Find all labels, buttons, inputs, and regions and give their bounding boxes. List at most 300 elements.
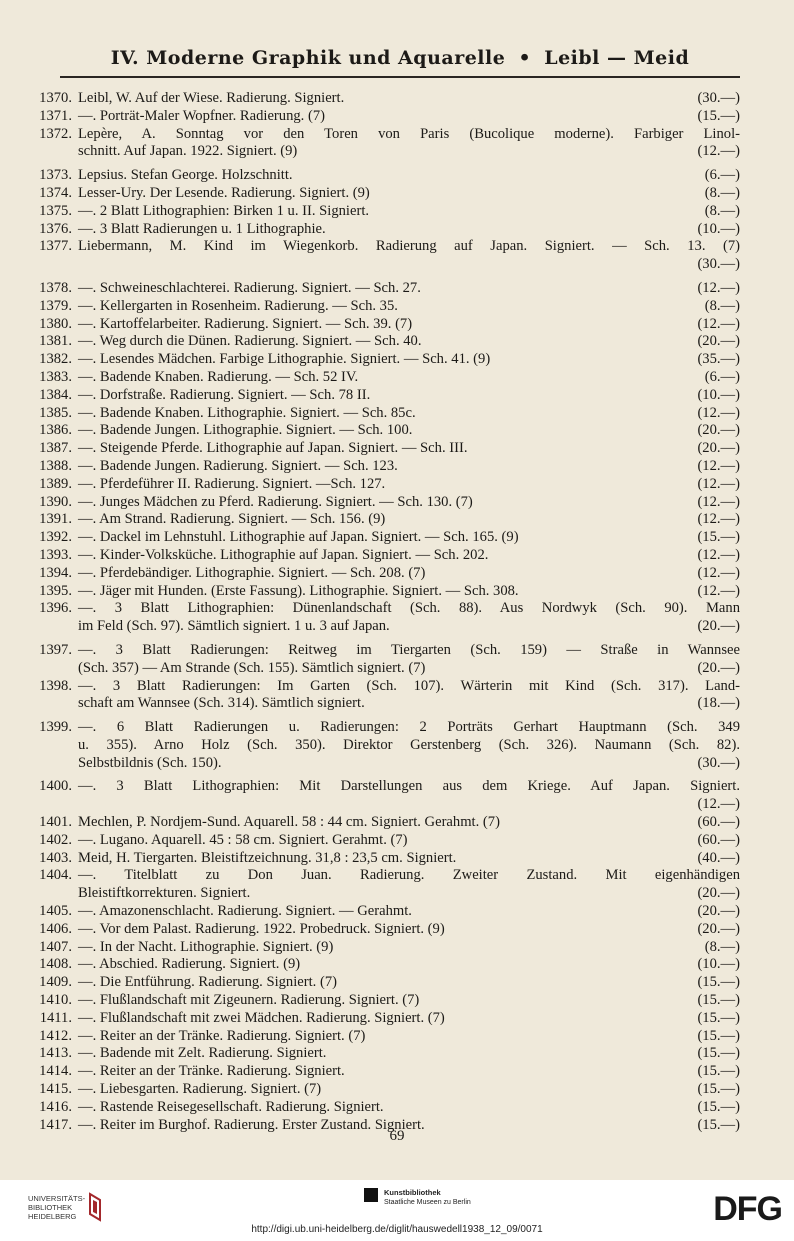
entry-price: (8.—) xyxy=(704,297,740,314)
catalog-entry xyxy=(20,185,740,203)
entry-price: (40.—) xyxy=(697,849,740,866)
entry-price: (12.—) xyxy=(697,457,740,474)
header-bullet: • xyxy=(518,47,532,69)
entry-text: Selbstbildnis (Sch. 150). xyxy=(78,754,222,771)
entry-line xyxy=(78,511,740,529)
entry-price: (60.—) xyxy=(697,814,740,831)
entry-body xyxy=(78,921,740,939)
catalog-entry xyxy=(20,511,740,529)
header-names: Leibl — Meid xyxy=(544,47,690,69)
entry-number: 1378. xyxy=(39,279,72,296)
entry-text: —. Abschied. Radierung. Signiert. (9) xyxy=(78,956,301,973)
entry-number: 1414. xyxy=(39,1063,72,1080)
entry-number: 1409. xyxy=(39,974,72,991)
entry-price: (15.—) xyxy=(697,1027,740,1044)
entry-body xyxy=(78,1099,740,1117)
catalog-entry xyxy=(20,1045,740,1063)
entry-price: (10.—) xyxy=(697,956,740,973)
kunstbibliothek-text xyxy=(384,1188,471,1207)
entry-body xyxy=(78,316,740,334)
entry-body xyxy=(78,529,740,547)
entry-price: (60.—) xyxy=(697,831,740,848)
catalog-entry xyxy=(20,600,740,636)
entry-body xyxy=(78,1081,740,1099)
entry-body xyxy=(78,565,740,583)
catalog-entry xyxy=(20,992,740,1010)
entry-line xyxy=(78,1099,740,1117)
entry-number: 1382. xyxy=(39,351,72,368)
entry-text: —. Jäger mit Hunden. (Erste Fassung). Lithographie. Signiert. — Sch. 308. xyxy=(78,582,519,599)
entry-text: —. 2 Blatt Lithographien: Birken 1 u. II. Signiert. xyxy=(78,202,370,219)
entry-line xyxy=(78,921,740,939)
entry-line xyxy=(78,351,740,369)
dfg-logo[interactable]: DFG xyxy=(713,1190,782,1228)
entry-body xyxy=(78,903,740,921)
entry-price: (30.—) xyxy=(697,256,740,273)
catalog-entry xyxy=(20,867,740,903)
header-section: IV. Moderne Graphik und Aquarelle xyxy=(110,47,506,69)
entry-text: —. Porträt-Maler Wopfner. Radierung. (7) xyxy=(78,107,325,124)
catalog-entry xyxy=(20,1099,740,1117)
catalog-entry xyxy=(20,583,740,601)
uni-line-2: BIBLIOTHEK xyxy=(28,1202,73,1212)
entry-price: (8.—) xyxy=(704,938,740,955)
catalog-entry xyxy=(20,298,740,316)
entry-text: —. Junges Mädchen zu Pferd. Radierung. Signiert. — Sch. 130. (7) xyxy=(78,493,473,510)
entry-number: 1388. xyxy=(39,457,72,474)
entry-text: —. 3 Blatt Radierungen u. 1 Lithographie. xyxy=(78,220,326,237)
catalog-entry xyxy=(20,1081,740,1099)
page-number: 69 xyxy=(389,1128,405,1144)
entry-price: (15.—) xyxy=(697,1045,740,1062)
entry-body xyxy=(78,867,740,903)
catalog-entry xyxy=(20,422,740,440)
entry-text: —. Lesendes Mädchen. Farbige Lithographie. Signiert. — Sch. 41. (9) xyxy=(78,351,491,368)
entry-number: 1410. xyxy=(39,992,72,1009)
entry-price: (12.—) xyxy=(697,582,740,599)
entry-number: 1397. xyxy=(39,641,72,658)
catalog-entry xyxy=(20,642,740,678)
entry-text: Meid, H. Tiergarten. Bleistiftzeichnung. 31,8 : 23,5 cm. Signiert. xyxy=(78,849,457,866)
catalog-entry xyxy=(20,565,740,583)
entry-price: (20.—) xyxy=(697,618,740,635)
catalog-entry xyxy=(20,494,740,512)
entry-number: 1377. xyxy=(39,238,72,255)
entry-body xyxy=(78,280,740,298)
entry-body xyxy=(78,238,740,274)
entry-number: 1401. xyxy=(39,814,72,831)
entry-body xyxy=(78,678,740,714)
entry-text: —. Badende mit Zelt. Radierung. Signiert. xyxy=(78,1045,327,1062)
entry-line xyxy=(78,974,740,992)
entry-price: (12.—) xyxy=(697,796,740,813)
catalog-entry xyxy=(20,850,740,868)
entry-price: (15.—) xyxy=(697,974,740,991)
catalog-entry xyxy=(20,476,740,494)
entry-number: 1374. xyxy=(39,184,72,201)
catalog-entry xyxy=(20,203,740,221)
entry-number: 1389. xyxy=(39,475,72,492)
entry-body xyxy=(78,126,740,162)
entry-price: (10.—) xyxy=(697,386,740,403)
entry-number: 1370. xyxy=(39,90,72,106)
entry-line xyxy=(78,167,740,185)
entry-body xyxy=(78,108,740,126)
catalog-entry xyxy=(20,108,740,126)
entry-line xyxy=(78,583,740,601)
entry-price: (8.—) xyxy=(704,202,740,219)
kunstbibliothek-title: Kunstbibliothek xyxy=(384,1188,441,1197)
entry-text: Lepère, A. Sonntag vor den Toren von Paris (Bucolique moderne). Farbiger Linol- xyxy=(78,125,740,142)
entry-number: 1399. xyxy=(39,719,72,736)
entry-price: (12.—) xyxy=(697,564,740,581)
entry-line xyxy=(78,1028,740,1046)
entry-text: schaft am Wannsee (Sch. 314). Sämtlich signiert. xyxy=(78,695,365,712)
entry-line xyxy=(78,143,740,161)
entry-number: 1371. xyxy=(39,107,72,124)
footer xyxy=(0,1180,794,1241)
entry-text: —. 3 Blatt Radierungen: Reitweg im Tiergarten (Sch. 159) — Straße in Wannsee xyxy=(78,641,740,658)
entry-text: Mechlen, P. Nordjem-Sund. Aquarell. 58 : 44 cm. Signiert. Gerahmt. (7) xyxy=(78,814,500,831)
entry-text: —. Kartoffelarbeiter. Radierung. Signiert. — Sch. 39. (7) xyxy=(78,315,413,332)
entry-price: (12.—) xyxy=(697,511,740,528)
catalog-entry xyxy=(20,678,740,714)
entry-text: Lesser-Ury. Der Lesende. Radierung. Signiert. (9) xyxy=(78,184,370,201)
entry-price: (8.—) xyxy=(704,184,740,201)
kunstbibliothek-logo[interactable] xyxy=(364,1188,471,1207)
entry-text: —. Pferdebändiger. Lithographie. Signiert. — Sch. 208. (7) xyxy=(78,564,426,581)
entry-number: 1400. xyxy=(39,778,72,795)
entry-number: 1406. xyxy=(39,920,72,937)
entry-line xyxy=(78,565,740,583)
entry-price: (15.—) xyxy=(697,1116,740,1133)
uni-line-1: UNIVERSITÄTS- xyxy=(28,1193,86,1203)
entry-price: (20.—) xyxy=(697,333,740,350)
catalog-entry xyxy=(20,351,740,369)
entry-number: 1395. xyxy=(39,582,72,599)
entry-body xyxy=(78,333,740,351)
entry-price: (10.—) xyxy=(697,220,740,237)
kunstbibliothek-icon xyxy=(364,1188,378,1202)
entry-number: 1387. xyxy=(39,440,72,457)
entry-text: —. Rastende Reisegesellschaft. Radierung. Signiert. xyxy=(78,1098,384,1115)
catalog-entry xyxy=(20,238,740,274)
entry-body xyxy=(78,583,740,601)
entry-line xyxy=(78,108,740,126)
entry-text: —. Vor dem Palast. Radierung. 1922. Probedruck. Signiert. (9) xyxy=(78,920,445,937)
entry-text: —. Titelblatt zu Don Juan. Radierung. Zweiter Zustand. Mit eigenhändigen xyxy=(78,867,740,884)
entry-number: 1373. xyxy=(39,167,72,184)
entry-number: 1415. xyxy=(39,1081,72,1098)
entry-price: (12.—) xyxy=(697,279,740,296)
entry-line xyxy=(78,796,740,814)
entry-price: (20.—) xyxy=(697,885,740,902)
uni-line-3: HEIDELBERG xyxy=(28,1211,77,1221)
entry-text: —. 6 Blatt Radierungen u. Radierungen: 2 Porträts Gerhart Hauptmann (Sch. 349 xyxy=(78,719,740,736)
kunstbibliothek-subtitle: Staatliche Museen zu Berlin xyxy=(384,1199,471,1206)
entry-body xyxy=(78,600,740,636)
entry-price: (15.—) xyxy=(697,1063,740,1080)
entry-text: —. Kinder-Volksküche. Lithographie auf Japan. Signiert. — Sch. 202. xyxy=(78,546,489,563)
entry-text: —. Badende Knaben. Radierung. — Sch. 52 IV. xyxy=(78,368,359,385)
entry-line xyxy=(78,458,740,476)
entry-body xyxy=(78,1063,740,1081)
entry-line xyxy=(78,333,740,351)
entry-line xyxy=(78,992,740,1010)
entry-line xyxy=(78,885,740,903)
entry-line xyxy=(78,547,740,565)
catalog-entry xyxy=(20,778,740,814)
entry-text: —. Badende Knaben. Lithographie. Signiert. — Sch. 85c. xyxy=(78,404,416,421)
entry-number: 1405. xyxy=(39,903,72,920)
catalog-entry xyxy=(20,529,740,547)
entry-body xyxy=(78,939,740,957)
entry-price: (35.—) xyxy=(697,351,740,368)
entry-line xyxy=(78,660,740,678)
entry-text: —. Steigende Pferde. Lithographie auf Japan. Signiert. — Sch. III. xyxy=(78,440,468,457)
entry-text: —. Weg durch die Dünen. Radierung. Signiert. — Sch. 40. xyxy=(78,333,422,350)
entry-text: —. Die Entführung. Radierung. Signiert. (7) xyxy=(78,974,337,991)
entry-text: —. Flußlandschaft mit zwei Mädchen. Radierung. Signiert. (7) xyxy=(78,1009,445,1026)
entry-line xyxy=(78,280,740,298)
entry-text: u. 355). Arno Holz (Sch. 350). Direktor Gerstenberg (Sch. 326). Naumann (Sch. 82). xyxy=(78,736,740,753)
entry-body xyxy=(78,1045,740,1063)
entry-line xyxy=(78,298,740,316)
catalog-entry xyxy=(20,405,740,423)
entry-body xyxy=(78,642,740,678)
entry-text: —. Kellergarten in Rosenheim. Radierung. — Sch. 35. xyxy=(78,297,398,314)
catalog-entry xyxy=(20,280,740,298)
entry-line xyxy=(78,476,740,494)
entry-line xyxy=(78,814,740,832)
entry-body xyxy=(78,458,740,476)
entry-line xyxy=(78,256,740,274)
entry-number: 1416. xyxy=(39,1098,72,1115)
entry-number: 1379. xyxy=(39,297,72,314)
entry-price: (12.—) xyxy=(697,315,740,332)
catalog-entry xyxy=(20,974,740,992)
entry-price: (20.—) xyxy=(697,440,740,457)
entry-number: 1411. xyxy=(39,1009,72,1026)
entry-body xyxy=(78,832,740,850)
entry-body xyxy=(78,992,740,1010)
entry-body xyxy=(78,440,740,458)
entry-number: 1386. xyxy=(39,422,72,439)
entry-line xyxy=(78,529,740,547)
catalog-entry xyxy=(20,1063,740,1081)
entry-price: (18.—) xyxy=(697,695,740,712)
source-url[interactable]: http://digi.ub.uni-heidelberg.de/diglit/hauswedell1938_12_09/0071 xyxy=(251,1224,543,1235)
entry-line xyxy=(78,1063,740,1081)
entry-number: 1402. xyxy=(39,831,72,848)
entry-price: (20.—) xyxy=(697,422,740,439)
entry-text: —. Liebesgarten. Radierung. Signiert. (7) xyxy=(78,1081,322,1098)
entry-body xyxy=(78,221,740,239)
entry-price: (30.—) xyxy=(697,90,740,106)
entry-body xyxy=(78,778,740,814)
entry-line xyxy=(78,1010,740,1028)
catalog-entry xyxy=(20,719,740,772)
entry-body xyxy=(78,494,740,512)
entry-text: —. In der Nacht. Lithographie. Signiert. (9) xyxy=(78,938,334,955)
catalog-entry xyxy=(20,221,740,239)
entry-line xyxy=(78,1081,740,1099)
entry-number: 1394. xyxy=(39,564,72,581)
entry-number: 1393. xyxy=(39,546,72,563)
entry-number: 1381. xyxy=(39,333,72,350)
entry-text: —. Pferdeführer II. Radierung. Signiert. —Sch. 127. xyxy=(78,475,386,492)
catalog-entry xyxy=(20,369,740,387)
entry-number: 1396. xyxy=(39,600,72,617)
entry-line xyxy=(78,494,740,512)
entry-number: 1383. xyxy=(39,368,72,385)
entry-text: —. Amazonenschlacht. Radierung. Signiert. — Gerahmt. xyxy=(78,903,412,920)
catalog-entry xyxy=(20,333,740,351)
entry-price: (12.—) xyxy=(697,475,740,492)
entry-number: 1372. xyxy=(39,125,72,142)
catalog-entry xyxy=(20,903,740,921)
entry-number: 1403. xyxy=(39,849,72,866)
catalog-entry xyxy=(20,387,740,405)
entry-line xyxy=(78,939,740,957)
entry-line xyxy=(78,1045,740,1063)
entry-number: 1404. xyxy=(39,867,72,884)
entry-number: 1412. xyxy=(39,1027,72,1044)
entry-text: —. 3 Blatt Lithographien: Dünenlandschaft (Sch. 88). Aus Nordwyk (Sch. 90). Mann xyxy=(78,600,740,617)
entry-number: 1385. xyxy=(39,404,72,421)
university-library-logo[interactable] xyxy=(28,1192,102,1222)
catalog-entry xyxy=(20,1028,740,1046)
entry-price: (15.—) xyxy=(697,529,740,546)
entry-text: Liebermann, M. Kind im Wiegenkorb. Radierung auf Japan. Signiert. — Sch. 13. (7) xyxy=(78,238,740,255)
entry-text: —. 3 Blatt Lithographien: Mit Darstellungen aus dem Kriege. Auf Japan. Signiert. xyxy=(78,778,740,795)
entry-number: 1380. xyxy=(39,315,72,332)
entry-text: im Feld (Sch. 97). Sämtlich signiert. 1 u. 3 auf Japan. xyxy=(78,618,390,635)
entry-body xyxy=(78,719,740,772)
entry-price: (12.—) xyxy=(697,404,740,421)
entry-body xyxy=(78,185,740,203)
university-library-icon xyxy=(88,1192,102,1222)
entry-body xyxy=(78,369,740,387)
entry-text: —. Badende Jungen. Lithographie. Signiert. — Sch. 100. xyxy=(78,422,413,439)
catalog-entry xyxy=(20,832,740,850)
entry-text: (Sch. 357) — Am Strande (Sch. 155). Sämtlich signiert. (7) xyxy=(78,659,426,676)
entry-line xyxy=(78,369,740,387)
entry-number: 1391. xyxy=(39,511,72,528)
entry-body xyxy=(78,351,740,369)
entry-text: —. Flußlandschaft mit Zigeunern. Radierung. Signiert. (7) xyxy=(78,992,420,1009)
entry-text: —. 3 Blatt Radierungen: Im Garten (Sch. 107). Wärterin mit Kind (Sch. 317). Land- xyxy=(78,677,740,694)
entry-body xyxy=(78,476,740,494)
entry-text: —. Schweineschlachterei. Radierung. Signiert. — Sch. 27. xyxy=(78,279,421,296)
entry-price: (15.—) xyxy=(697,1098,740,1115)
entry-body xyxy=(78,387,740,405)
entry-line xyxy=(78,221,740,239)
entry-body xyxy=(78,422,740,440)
entry-body xyxy=(78,90,740,108)
catalog-entry xyxy=(20,458,740,476)
catalog-entry xyxy=(20,126,740,162)
entry-line xyxy=(78,755,740,773)
entry-number: 1390. xyxy=(39,493,72,510)
entry-text: —. Dackel im Lehnstuhl. Lithographie auf Japan. Signiert. — Sch. 165. (9) xyxy=(78,529,519,546)
entry-text: schnitt. Auf Japan. 1922. Signiert. (9) xyxy=(78,143,298,160)
entry-body xyxy=(78,298,740,316)
entry-price: (15.—) xyxy=(697,107,740,124)
entry-number: 1375. xyxy=(39,202,72,219)
catalog-entry xyxy=(20,939,740,957)
entry-body xyxy=(78,1010,740,1028)
entry-text: —. Am Strand. Radierung. Signiert. — Sch. 156. (9) xyxy=(78,511,386,528)
entry-number: 1408. xyxy=(39,956,72,973)
catalog-entry xyxy=(20,1010,740,1028)
entry-text: —. Lugano. Aquarell. 45 : 58 cm. Signiert. Gerahmt. (7) xyxy=(78,831,408,848)
entry-price: (20.—) xyxy=(697,659,740,676)
entry-number: 1376. xyxy=(39,220,72,237)
running-header xyxy=(60,40,740,78)
catalog-entry xyxy=(20,167,740,185)
entry-text: —. Reiter an der Tränke. Radierung. Signiert. xyxy=(78,1063,345,1080)
entry-line xyxy=(78,90,740,108)
catalog-entries xyxy=(20,90,740,1134)
entry-line xyxy=(78,422,740,440)
entry-text: Lepsius. Stefan George. Holzschnitt. xyxy=(78,167,293,184)
entry-text: Leibl, W. Auf der Wiese. Radierung. Signiert. xyxy=(78,90,345,106)
catalog-entry xyxy=(20,316,740,334)
catalog-entry xyxy=(20,440,740,458)
entry-line xyxy=(78,956,740,974)
entry-line xyxy=(78,695,740,713)
entry-price: (12.—) xyxy=(697,143,740,160)
entry-line xyxy=(78,405,740,423)
entry-price: (6.—) xyxy=(704,368,740,385)
entry-price: (15.—) xyxy=(697,1009,740,1026)
entry-line xyxy=(78,316,740,334)
entry-price: (15.—) xyxy=(697,1081,740,1098)
entry-line xyxy=(78,832,740,850)
catalog-entry xyxy=(20,547,740,565)
catalog-entry xyxy=(20,814,740,832)
catalog-entry xyxy=(20,921,740,939)
entry-body xyxy=(78,203,740,221)
entry-line xyxy=(78,903,740,921)
entry-body xyxy=(78,956,740,974)
entry-number: 1392. xyxy=(39,529,72,546)
entry-number: 1417. xyxy=(39,1116,72,1133)
entry-body xyxy=(78,405,740,423)
entry-price: (12.—) xyxy=(697,546,740,563)
entry-line xyxy=(78,618,740,636)
entry-price: (6.—) xyxy=(704,167,740,184)
entry-number: 1384. xyxy=(39,386,72,403)
entry-line xyxy=(78,387,740,405)
entry-body xyxy=(78,1028,740,1046)
entry-body xyxy=(78,547,740,565)
entry-line xyxy=(78,850,740,868)
entry-price: (20.—) xyxy=(697,920,740,937)
entry-line xyxy=(78,440,740,458)
entry-price: (20.—) xyxy=(697,903,740,920)
entry-body xyxy=(78,814,740,832)
entry-text: —. Reiter an der Tränke. Radierung. Signiert. (7) xyxy=(78,1027,366,1044)
entry-text: —. Dorfstraße. Radierung. Signiert. — Sch. 78 II. xyxy=(78,386,371,403)
entry-body xyxy=(78,511,740,529)
catalog-entry xyxy=(20,956,740,974)
entry-body xyxy=(78,167,740,185)
entry-text: Bleistiftkorrekturen. Signiert. xyxy=(78,885,251,902)
entry-body xyxy=(78,974,740,992)
university-library-text xyxy=(28,1193,86,1221)
